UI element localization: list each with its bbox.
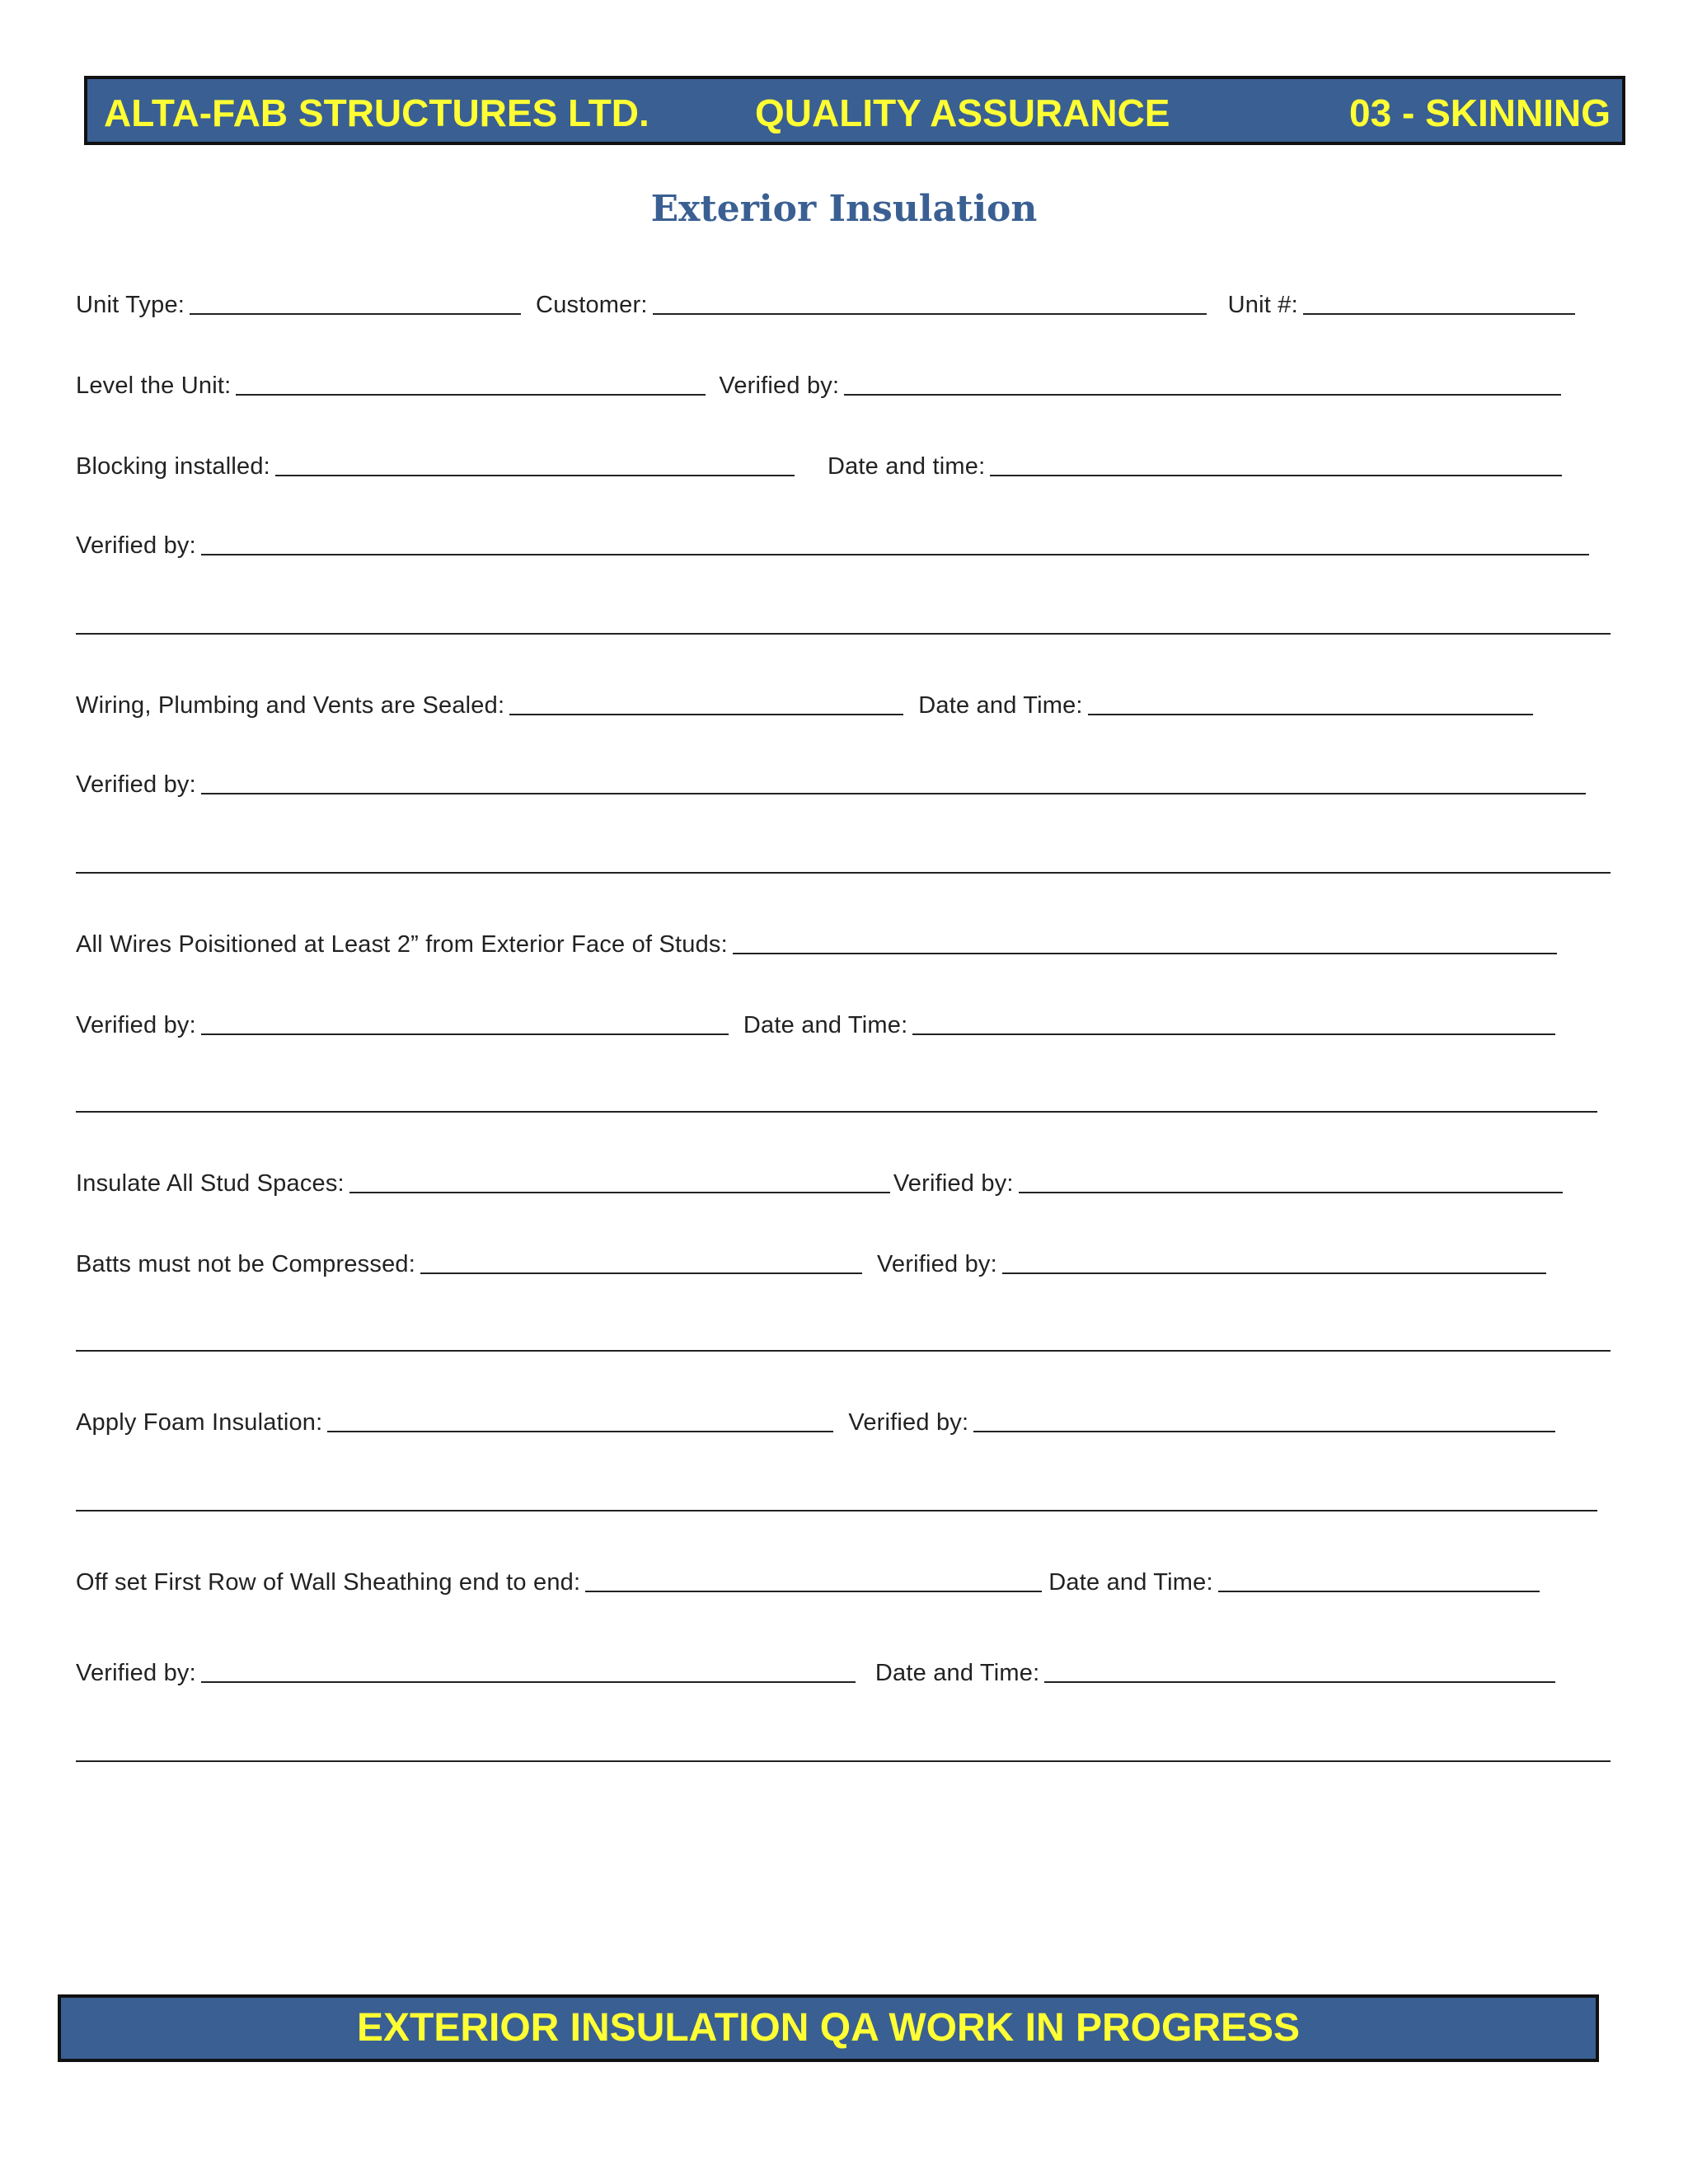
date-time-field[interactable] [912, 1033, 1555, 1035]
verified-by-field[interactable] [973, 1430, 1555, 1432]
notes-line[interactable] [76, 1760, 1611, 1762]
verified-by-label: Verified by: [76, 1012, 196, 1038]
row-verified-by [76, 521, 1611, 560]
wires-label: All Wires Poisitioned at Least 2” from Exterior Face of Studs: [76, 931, 728, 958]
foam-label: Apply Foam Insulation: [76, 1409, 323, 1436]
row-wires [76, 920, 1611, 959]
verified-by-field[interactable] [1002, 1272, 1546, 1274]
date-time-label: Date and Time: [918, 692, 1083, 719]
company-name: ALTA-FAB STRUCTURES LTD. [104, 91, 649, 134]
date-time-field[interactable] [1088, 713, 1533, 715]
notes-line[interactable] [76, 1350, 1611, 1352]
level-unit-field[interactable] [236, 393, 706, 396]
batts-label: Batts must not be Compressed: [76, 1251, 415, 1277]
verified-by-label: Verified by: [848, 1409, 969, 1436]
unit-type-field[interactable] [190, 312, 521, 315]
unit-number-field[interactable] [1303, 312, 1575, 315]
verified-by-label: Verified by: [893, 1170, 1014, 1197]
row-verified-by [76, 760, 1611, 799]
blocking-field[interactable] [275, 474, 795, 476]
verified-by-label: Verified by: [76, 532, 196, 559]
department-name: QUALITY ASSURANCE [755, 91, 1170, 134]
row-blocking [76, 442, 1611, 481]
customer-field[interactable] [653, 312, 1207, 315]
verified-by-field[interactable] [201, 1680, 856, 1683]
date-time-label: Date and Time: [1048, 1569, 1213, 1596]
date-time-label: Date and Time: [874, 1660, 1040, 1686]
date-time-field[interactable] [1218, 1590, 1540, 1592]
offset-label: Off set First Row of Wall Sheathing end to end: [76, 1569, 581, 1596]
notes-line[interactable] [76, 1111, 1597, 1113]
page-title: Exterior Insulation [650, 188, 1038, 230]
row-stud-spaces [76, 1159, 1611, 1198]
header-banner [84, 76, 1625, 145]
row-verified-by [76, 1648, 1611, 1688]
sealed-label: Wiring, Plumbing and Vents are Sealed: [76, 692, 505, 719]
verified-by-label: Verified by: [876, 1251, 997, 1277]
batts-field[interactable] [420, 1272, 862, 1274]
verified-by-field[interactable] [201, 553, 1589, 555]
verified-by-label: Verified by: [719, 373, 840, 399]
footer-banner [58, 1994, 1599, 2062]
offset-field[interactable] [585, 1590, 1042, 1592]
verified-by-field[interactable] [1019, 1191, 1563, 1193]
date-time-label: Date and Time: [743, 1012, 908, 1038]
row-sealed [76, 681, 1611, 720]
level-unit-label: Level the Unit: [76, 373, 232, 399]
customer-label: Customer: [536, 292, 648, 318]
row-unit-info [76, 280, 1611, 320]
blocking-label: Blocking installed: [76, 453, 270, 480]
notes-line[interactable] [76, 872, 1611, 874]
wires-field[interactable] [733, 952, 1557, 954]
verified-by-field[interactable] [201, 1033, 729, 1035]
stud-spaces-label: Insulate All Stud Spaces: [76, 1170, 345, 1197]
footer-text: EXTERIOR INSULATION QA WORK IN PROGRESS [356, 2006, 1301, 2050]
notes-line[interactable] [76, 1510, 1597, 1511]
unit-number-label: Unit #: [1227, 292, 1298, 318]
row-foam [76, 1398, 1611, 1437]
verified-by-label: Verified by: [76, 1660, 196, 1686]
date-time-field[interactable] [1044, 1680, 1555, 1683]
foam-field[interactable] [327, 1430, 833, 1432]
stud-spaces-field[interactable] [349, 1191, 890, 1193]
verified-by-field[interactable] [201, 792, 1586, 794]
date-time-field[interactable] [990, 474, 1562, 476]
row-verified-by [76, 1001, 1611, 1040]
row-level-unit [76, 361, 1611, 401]
date-time-label: Date and time: [827, 453, 986, 480]
section-label: 03 - SKINNING [1349, 91, 1611, 134]
verified-by-field[interactable] [844, 393, 1561, 396]
row-batts [76, 1240, 1611, 1279]
notes-line[interactable] [76, 633, 1611, 635]
sealed-field[interactable] [509, 713, 903, 715]
verified-by-label: Verified by: [76, 771, 196, 798]
unit-type-label: Unit Type: [76, 292, 185, 318]
row-offset [76, 1558, 1611, 1597]
